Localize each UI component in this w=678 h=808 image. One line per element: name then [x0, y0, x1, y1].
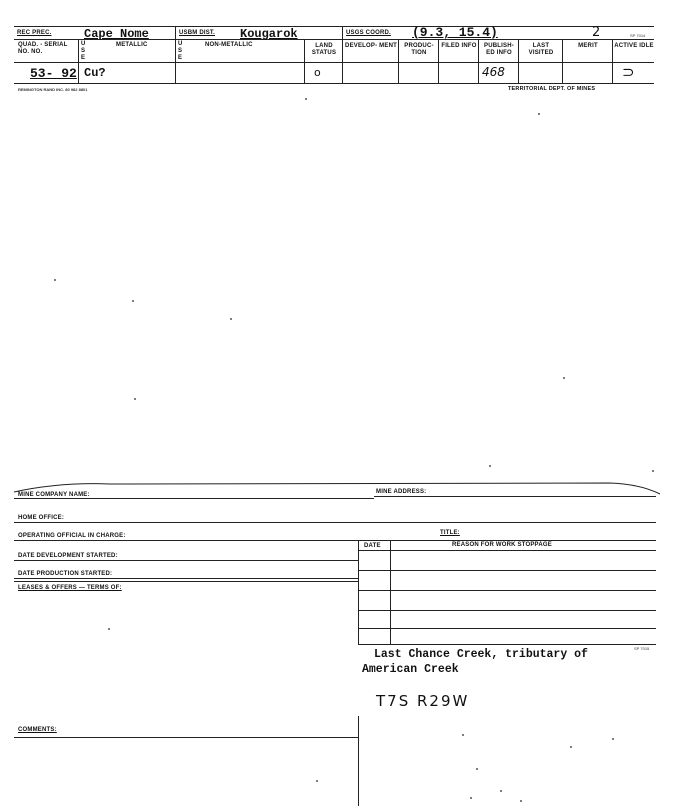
metallic-label: METALLIC	[116, 42, 148, 48]
quad-serial-label: QUAD. - SERIAL NO. NO.	[18, 42, 68, 55]
form-code-top: SP 7014	[630, 33, 646, 38]
mine-company-label: MINE COMPANY NAME:	[18, 492, 90, 498]
land-status-value: o	[314, 66, 321, 79]
quad-serial-value: 53- 92	[30, 66, 77, 81]
published-info-value: 468	[482, 65, 505, 79]
date-prod-started-label: DATE PRODUCTION STARTED:	[18, 571, 113, 577]
usbm-dist-label: USBM DIST.	[179, 30, 216, 36]
merit-label: MERIT	[578, 43, 598, 49]
active-idle-value: ⊃	[622, 63, 635, 81]
land-status-label: LAND STATUS	[311, 43, 337, 56]
usgs-coord-label: USGS COORD.	[346, 30, 391, 36]
operating-official-label: OPERATING OFFICIAL IN CHARGE:	[18, 533, 126, 539]
active-idle-label: ACTIVE IDLE	[614, 43, 654, 49]
comments-label: COMMENTS:	[18, 727, 57, 733]
use-label-nonmetallic: U S E	[178, 41, 183, 61]
last-visited-label: LAST VISITED	[528, 43, 554, 56]
home-office-label: HOME OFFICE:	[18, 515, 65, 521]
card-number: 2	[592, 25, 601, 40]
use-label-metallic: U S E	[81, 41, 86, 61]
rec-prec-label: REC PREC.	[17, 30, 52, 36]
filed-info-label: FILED INFO	[441, 43, 477, 49]
production-label: PRODUC- TION	[404, 43, 434, 56]
form-code-bottom: SP 7015	[634, 646, 650, 651]
metallic-value: Cu?	[84, 66, 106, 80]
township-range: T7S R29W	[376, 692, 470, 710]
location-line-1: Last Chance Creek, tributary of	[374, 648, 588, 661]
printer-imprint: REMINGTON RAND INC. 80 982 8801	[18, 87, 88, 92]
usgs-coord-value: (9.3, 15.4)	[412, 25, 498, 40]
nonmetallic-label: NON-METALLIC	[205, 42, 253, 48]
development-label: DEVELOP- MENT	[345, 43, 397, 49]
date-dev-started-label: DATE DEVELOPMENT STARTED:	[18, 553, 118, 559]
rec-prec-value: Cape Nome	[84, 27, 149, 41]
reason-col-label: REASON FOR WORK STOPPAGE	[452, 542, 552, 548]
leases-offers-label: LEASES & OFFERS — TERMS OF:	[18, 585, 122, 591]
agency-imprint: TERRITORIAL DEPT. OF MINES	[508, 86, 596, 92]
location-line-2: American Creek	[362, 663, 459, 676]
published-info-label: PUBLISH- ED INFO	[484, 43, 514, 56]
usbm-dist-value: Kougarok	[240, 27, 298, 41]
date-col-label: DATE	[364, 543, 381, 549]
title-label: TITLE:	[440, 530, 460, 536]
mine-address-label: MINE ADDRESS:	[376, 489, 427, 495]
